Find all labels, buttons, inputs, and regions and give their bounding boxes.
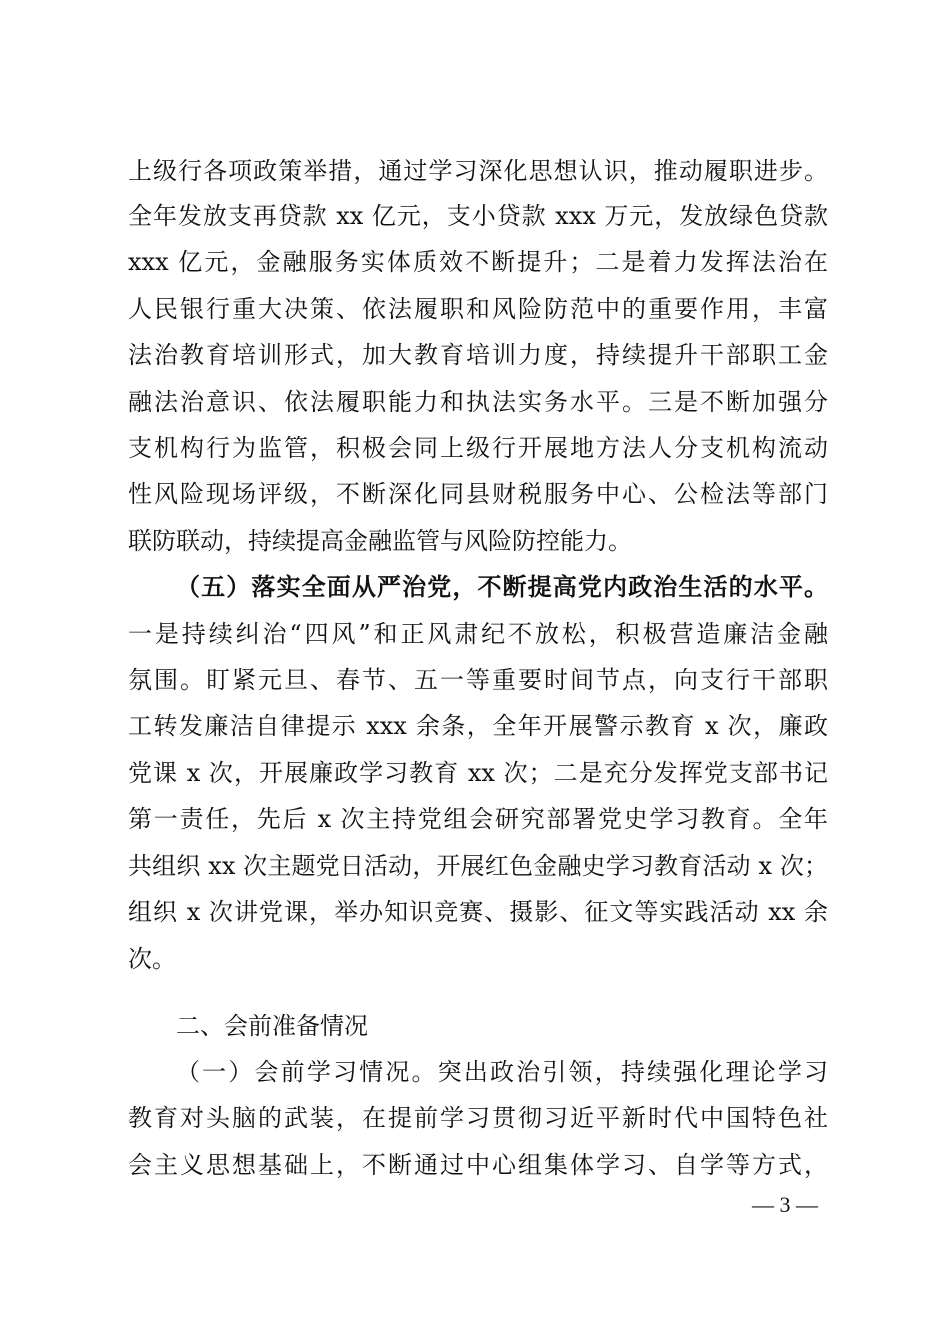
body-text-line: 法治教育培训形式，加大教育培训力度，持续提升干部职工金 <box>128 341 828 369</box>
body-text-line: 第一责任，先后 x 次主持党组会研究部署党史学习教育。全年 <box>128 805 828 833</box>
body-text-line: 教育对头脑的武装，在提前学习贯彻习近平新时代中国特色社 <box>128 1104 828 1132</box>
body-text-line: 工转发廉洁自律提示 xxx 余条，全年开展警示教育 x 次，廉政 <box>128 712 828 740</box>
body-text-line: 会主义思想基础上，不断通过中心组集体学习、自学等方式， <box>128 1151 828 1179</box>
body-text-line: xxx 亿元，金融服务实体质效不断提升；二是着力发挥法治在 <box>128 248 828 276</box>
body-text-line: （一）会前学习情况。突出政治引领，持续强化理论学习 <box>176 1058 828 1086</box>
section-heading: 二、会前准备情况 <box>176 1012 368 1040</box>
body-text-line: 全年发放支再贷款 xx 亿元，支小贷款 xxx 万元，发放绿色贷款 <box>128 202 828 230</box>
body-text-line: 上级行各项政策举措，通过学习深化思想认识，推动履职进步。 <box>128 157 828 185</box>
body-text-line: 人民银行重大决策、依法履职和风险防范中的重要作用，丰富 <box>128 295 828 323</box>
body-text-line: 支机构行为监管，积极会同上级行开展地方法人分支机构流动 <box>128 434 828 462</box>
body-text-line: 性风险现场评级，不断深化同县财税服务中心、公检法等部门 <box>128 480 828 508</box>
body-text-line: 组织 x 次讲党课，举办知识竞赛、摄影、征文等实践活动 xx 余 <box>128 898 828 926</box>
body-text-line: 氛围。盯紧元旦、春节、五一等重要时间节点，向支行干部职 <box>128 666 828 694</box>
page-number: — 3 — <box>752 1192 818 1217</box>
body-text-line: 共组织 xx 次主题党日活动，开展红色金融史学习教育活动 x 次； <box>128 852 828 880</box>
body-text-line: 一是持续纠治“四风”和正风肃纪不放松，积极营造廉洁金融 <box>128 620 828 648</box>
body-text-line: 融法治意识、依法履职能力和执法实务水平。三是不断加强分 <box>128 388 828 416</box>
body-text-line: 次。 <box>128 945 176 973</box>
section-subheading: （五）落实全面从严治党，不断提高党内政治生活的水平。 <box>176 573 828 601</box>
body-text-line: 联防联动，持续提高金融监管与风险防控能力。 <box>128 527 632 555</box>
body-text-line: 党课 x 次，开展廉政学习教育 xx 次；二是充分发挥党支部书记 <box>128 759 828 787</box>
